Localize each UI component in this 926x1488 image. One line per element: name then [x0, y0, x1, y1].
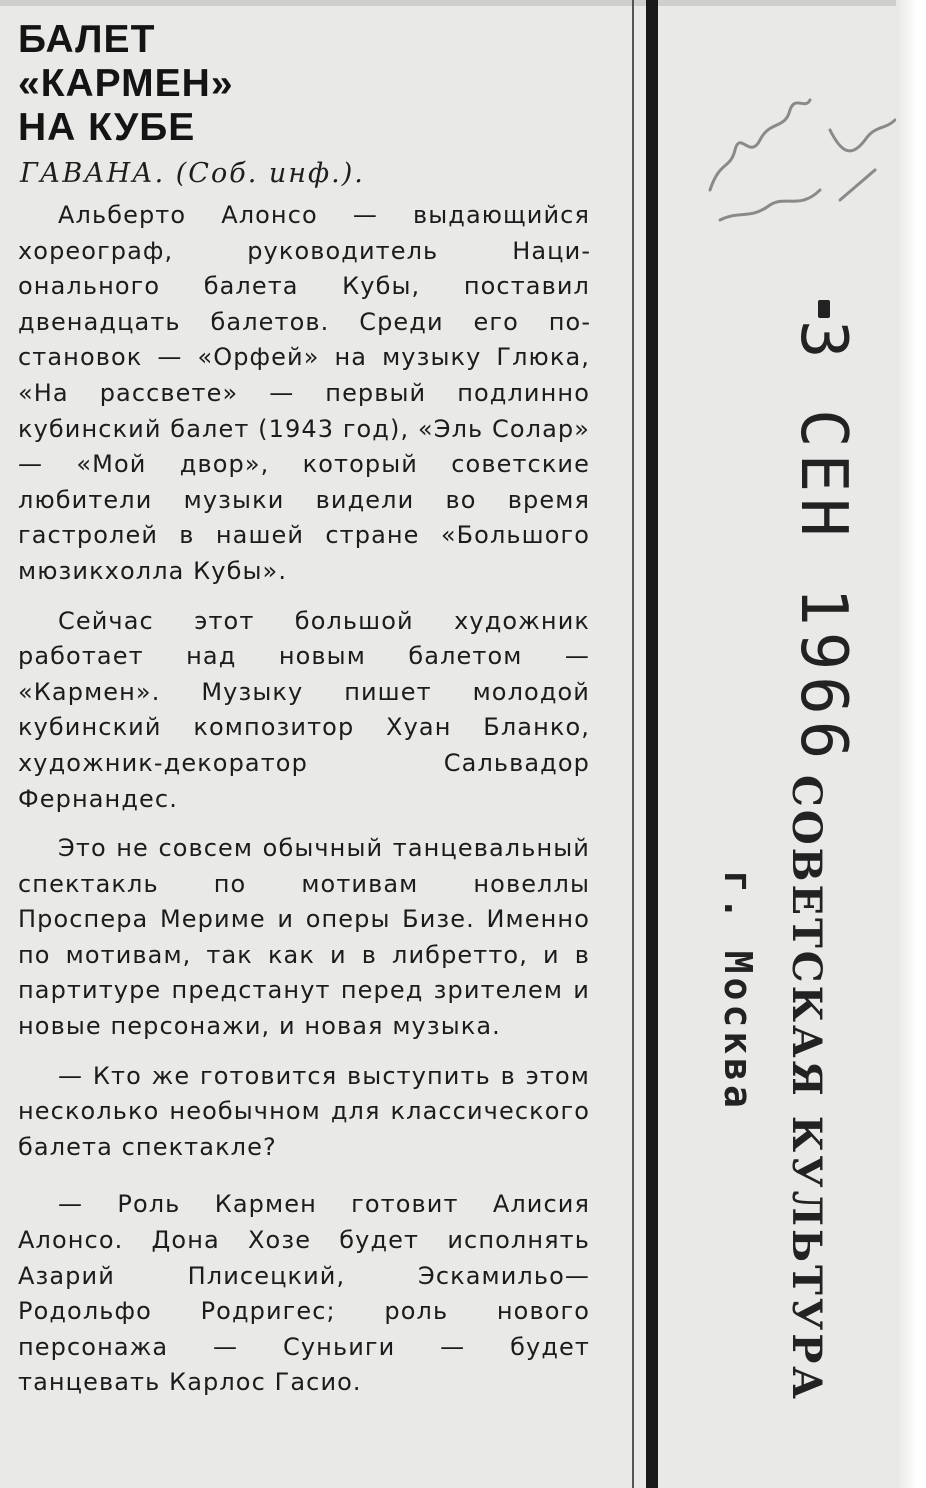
clipping-top-edge — [0, 0, 926, 6]
article-paragraph-3: Это не совсем обычный танцевальный спектакль по мотивам новеллы Проспера Мериме и оперы Бизе. Именно по мотивам, так как и в либретто, и в партитуре предстанут перед зрителем и новые персонажи, и новая музыка. — [18, 834, 590, 1041]
article-dateline: ГАВАНА. (Соб. инф.). — [20, 158, 365, 189]
date-stamp — [690, 280, 910, 1402]
stamp-city: г. Москва — [716, 870, 760, 1112]
stamp-newspaper-name: СОВЕТСКАЯ КУЛЬТУРА — [783, 775, 830, 1402]
article-headline — [18, 18, 590, 150]
article-paragraph-2: Сейчас этот большой художник работает над новым балетом — «Кармен». Музыку пишет молодой кубинский композитор Хуан Бланко, художник-декоратор Сальвадор Фернандес. — [18, 606, 590, 813]
article — [18, 18, 590, 1415]
column-divider-thin — [632, 0, 634, 1488]
stamp-bullet-icon — [818, 300, 830, 318]
article-paragraph-4: — Кто же готовится выступить в этом несколько необычном для классического балета спектакле? — [18, 1061, 590, 1161]
headline-line-1: БАЛЕТ — [18, 18, 156, 61]
headline-line-2: «КАРМЕН» — [18, 62, 234, 105]
article-body — [18, 198, 590, 1401]
article-paragraph-1: Альберто Алонсо — выдающийся хореограф, руководитель Национального балета Кубы, поставил двенадцать балетов. Среди его постановок — «Орфей» на музыку Глюка, «На рассвете» — первый подлинно кубинский балет (1943 год), «Эль Солар» — «Мой двор», который советские любители музыки видели во время гастролей в нашей стране «Большого мюзикхолла Кубы». — [18, 201, 590, 585]
handwritten-note-icon — [690, 70, 910, 250]
article-paragraph-5: — Роль Кармен готовит Алисия Алонсо. Дона Хозе будет исполнять Азарий Плисецкий, Эскамильо—Родольфо Родригес; роль нового персонажа — Суньиги — будет танцевать Карлос Гасио. — [18, 1190, 590, 1397]
stamp-date: 3 СЕН 1966 — [786, 320, 860, 766]
clipping-right-edge — [896, 0, 926, 1488]
column-divider-bold — [646, 0, 658, 1488]
headline-line-3: НА КУБЕ — [18, 106, 196, 149]
